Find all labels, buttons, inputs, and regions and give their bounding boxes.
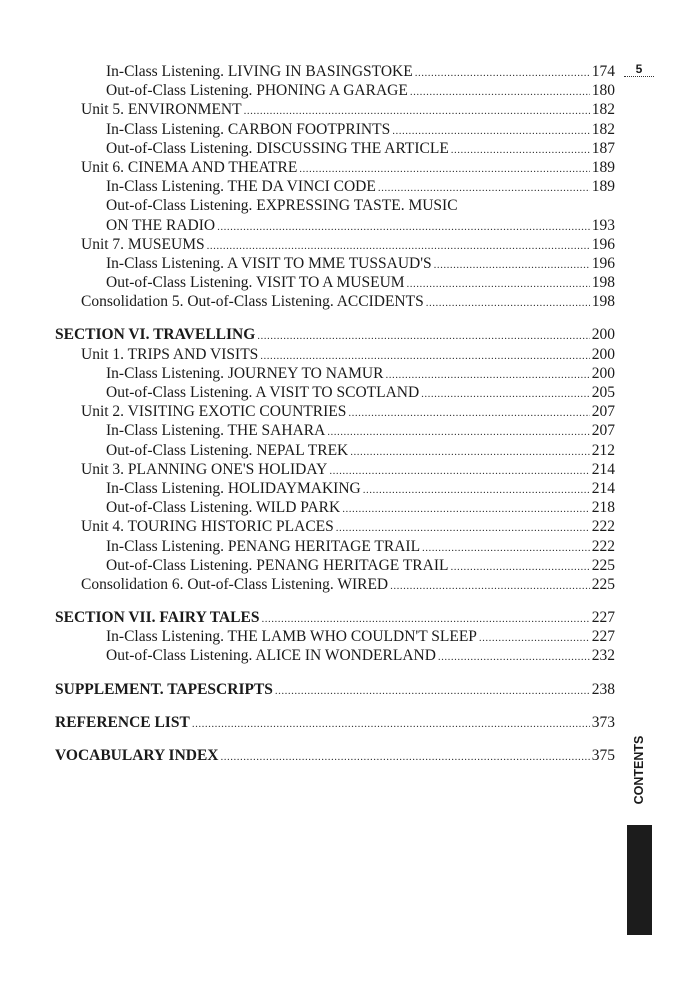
toc-unit-entry xyxy=(55,292,615,311)
entry-page-number: 238 xyxy=(591,680,615,698)
entry-page-number: 214 xyxy=(591,460,615,478)
entry-title: Out-of-Class Listening. ALICE IN WONDERLAND xyxy=(106,647,436,665)
toc-subentry xyxy=(55,81,615,100)
entry-title: Out-of-Class Listening. WILD PARK xyxy=(106,499,341,517)
entry-title: SUPPLEMENT. TAPESCRIPTS xyxy=(55,680,273,698)
dot-leader xyxy=(327,423,589,442)
toc-subentry xyxy=(55,196,615,215)
entry-page-number: 222 xyxy=(591,518,615,536)
toc-unit-entry xyxy=(55,100,615,119)
entry-page-number: 193 xyxy=(591,216,615,234)
entry-title: Unit 7. MUSEUMS xyxy=(81,235,205,253)
entry-page-number: 200 xyxy=(591,364,615,382)
entry-page-number: 200 xyxy=(591,345,615,363)
entry-page-number: 180 xyxy=(591,82,615,100)
toc-unit-entry xyxy=(55,158,615,177)
entry-title: In-Class Listening. CARBON FOOTPRINTS xyxy=(106,120,391,138)
toc-subentry xyxy=(55,646,615,665)
toc-unit-entry xyxy=(55,235,615,254)
entry-title: REFERENCE LIST xyxy=(55,713,190,731)
toc-subentry xyxy=(55,177,615,196)
entry-title: Consolidation 5. Out-of-Class Listening. ACCIDENTS xyxy=(81,293,424,311)
dot-leader xyxy=(275,682,590,701)
dot-leader xyxy=(350,443,589,462)
toc-unit-entry xyxy=(55,517,615,536)
toc-subentry xyxy=(55,62,615,81)
toc-subentry xyxy=(55,421,615,440)
section-spacer xyxy=(55,311,615,325)
toc-unit-entry xyxy=(55,402,615,421)
section-spacer xyxy=(55,594,615,608)
entry-title: Out-of-Class Listening. NEPAL TREK xyxy=(106,441,349,459)
dot-leader xyxy=(192,715,590,734)
entry-title: Out-of-Class Listening. PENANG HERITAGE TRAIL xyxy=(106,556,449,574)
entry-page-number: 200 xyxy=(591,326,615,344)
entry-page-number: 373 xyxy=(591,713,615,731)
entry-title: Unit 4. TOURING HISTORIC PLACES xyxy=(81,518,334,536)
toc-subentry xyxy=(55,383,615,402)
toc-subentry xyxy=(55,120,615,139)
entry-page-number: 205 xyxy=(591,384,615,401)
entry-page-number: 222 xyxy=(591,537,615,555)
entry-title: SECTION VII. FAIRY TALES xyxy=(55,609,260,627)
entry-title: VOCABULARY INDEX xyxy=(55,747,219,764)
section-spacer xyxy=(55,732,615,746)
dot-leader xyxy=(451,141,590,160)
entry-page-number: 232 xyxy=(591,647,615,665)
entry-title: ON THE RADIO xyxy=(106,216,216,234)
toc-subentry xyxy=(55,273,615,292)
entry-page-number: 189 xyxy=(591,158,615,176)
toc-subentry xyxy=(55,479,615,498)
dot-leader xyxy=(434,256,590,275)
thumb-index-tab xyxy=(627,825,652,935)
entry-page-number: 198 xyxy=(591,293,615,311)
dot-leader xyxy=(479,629,590,648)
toc-subentry xyxy=(55,364,615,383)
dot-leader xyxy=(329,462,589,481)
toc-subentry xyxy=(55,498,615,517)
toc-unit-entry xyxy=(55,345,615,364)
dot-leader xyxy=(421,385,590,404)
entry-page-number: 207 xyxy=(591,422,615,440)
entry-page-number: 227 xyxy=(591,628,615,646)
dot-leader xyxy=(363,481,590,500)
section-spacer xyxy=(55,666,615,680)
entry-page-number: 174 xyxy=(591,63,615,80)
entry-title: Unit 1. TRIPS AND VISITS xyxy=(81,345,259,363)
table-of-contents xyxy=(55,62,615,765)
dot-leader xyxy=(220,748,589,767)
dot-leader xyxy=(450,558,589,577)
entry-page-number: 196 xyxy=(591,235,615,253)
dot-leader xyxy=(217,218,590,237)
entry-title: In-Class Listening. THE LAMB WHO COULDN'T SLEEP xyxy=(106,628,477,646)
dot-leader xyxy=(257,327,589,346)
dot-leader xyxy=(415,64,590,83)
entry-page-number: 196 xyxy=(591,254,615,272)
entry-page-number: 187 xyxy=(591,139,615,157)
entry-title: Consolidation 6. Out-of-Class Listening. WIRED xyxy=(81,575,389,593)
entry-title: In-Class Listening. LIVING IN BASINGSTOKE xyxy=(106,63,413,80)
entry-title: In-Class Listening. THE SAHARA xyxy=(106,422,326,440)
entry-title: Unit 3. PLANNING ONE'S HOLIDAY xyxy=(81,460,328,478)
entry-page-number: 182 xyxy=(591,120,615,138)
toc-subentry xyxy=(55,556,615,575)
entry-page-number: 189 xyxy=(591,178,615,196)
dot-leader xyxy=(348,404,589,423)
toc-unit-entry xyxy=(55,575,615,594)
toc-subentry xyxy=(55,254,615,273)
toc-subentry xyxy=(55,537,615,556)
entry-title: Unit 5. ENVIRONMENT xyxy=(81,101,242,119)
entry-title: Out-of-Class Listening. EXPRESSING TASTE. MUSIC xyxy=(106,197,458,215)
entry-title: Unit 2. VISITING EXOTIC COUNTRIES xyxy=(81,403,347,421)
section-spacer xyxy=(55,699,615,713)
dot-leader xyxy=(426,294,590,313)
entry-page-number: 207 xyxy=(591,403,615,421)
entry-title: Unit 6. CINEMA AND THEATRE xyxy=(81,158,298,176)
entry-page-number: 212 xyxy=(591,441,615,459)
dot-leader xyxy=(410,83,590,102)
toc-subentry xyxy=(55,627,615,646)
entry-title: Out-of-Class Listening. DISCUSSING THE ARTICLE xyxy=(106,139,449,157)
dot-leader xyxy=(390,577,590,596)
dot-leader xyxy=(407,275,590,294)
toc-unit-entry xyxy=(55,460,615,479)
entry-title: Out-of-Class Listening. VISIT TO A MUSEUM xyxy=(106,274,405,292)
entry-title: In-Class Listening. JOURNEY TO NAMUR xyxy=(106,364,384,382)
entry-page-number: 198 xyxy=(591,274,615,292)
toc-section-entry xyxy=(55,325,615,344)
entry-page-number: 182 xyxy=(591,101,615,119)
toc-section-entry xyxy=(55,746,615,765)
toc-subentry xyxy=(55,216,615,235)
entry-title: Out-of-Class Listening. PHONING A GARAGE xyxy=(106,82,408,100)
entry-page-number: 227 xyxy=(591,609,615,627)
toc-section-entry xyxy=(55,608,615,627)
entry-title: In-Class Listening. THE DA VINCI CODE xyxy=(106,178,376,196)
page-number: 5 xyxy=(624,62,654,77)
entry-title: Out-of-Class Listening. A VISIT TO SCOTLAND xyxy=(106,384,420,401)
toc-subentry xyxy=(55,441,615,460)
toc-section-entry xyxy=(55,713,615,732)
entry-page-number: 225 xyxy=(591,575,615,593)
dot-leader xyxy=(342,500,590,519)
contents-label: CONTENTS xyxy=(632,735,646,805)
entry-title: In-Class Listening. A VISIT TO MME TUSSAUD'S xyxy=(106,254,432,272)
entry-page-number: 214 xyxy=(591,479,615,497)
entry-title: In-Class Listening. PENANG HERITAGE TRAIL xyxy=(106,537,421,555)
section-side-label xyxy=(619,735,659,805)
entry-page-number: 218 xyxy=(591,499,615,517)
entry-title: In-Class Listening. HOLIDAYMAKING xyxy=(106,479,361,497)
entry-page-number: 375 xyxy=(591,747,615,764)
toc-section-entry xyxy=(55,680,615,699)
entry-page-number: 225 xyxy=(591,556,615,574)
toc-subentry xyxy=(55,139,615,158)
entry-title: SECTION VI. TRAVELLING xyxy=(55,326,256,344)
dot-leader xyxy=(438,648,590,667)
